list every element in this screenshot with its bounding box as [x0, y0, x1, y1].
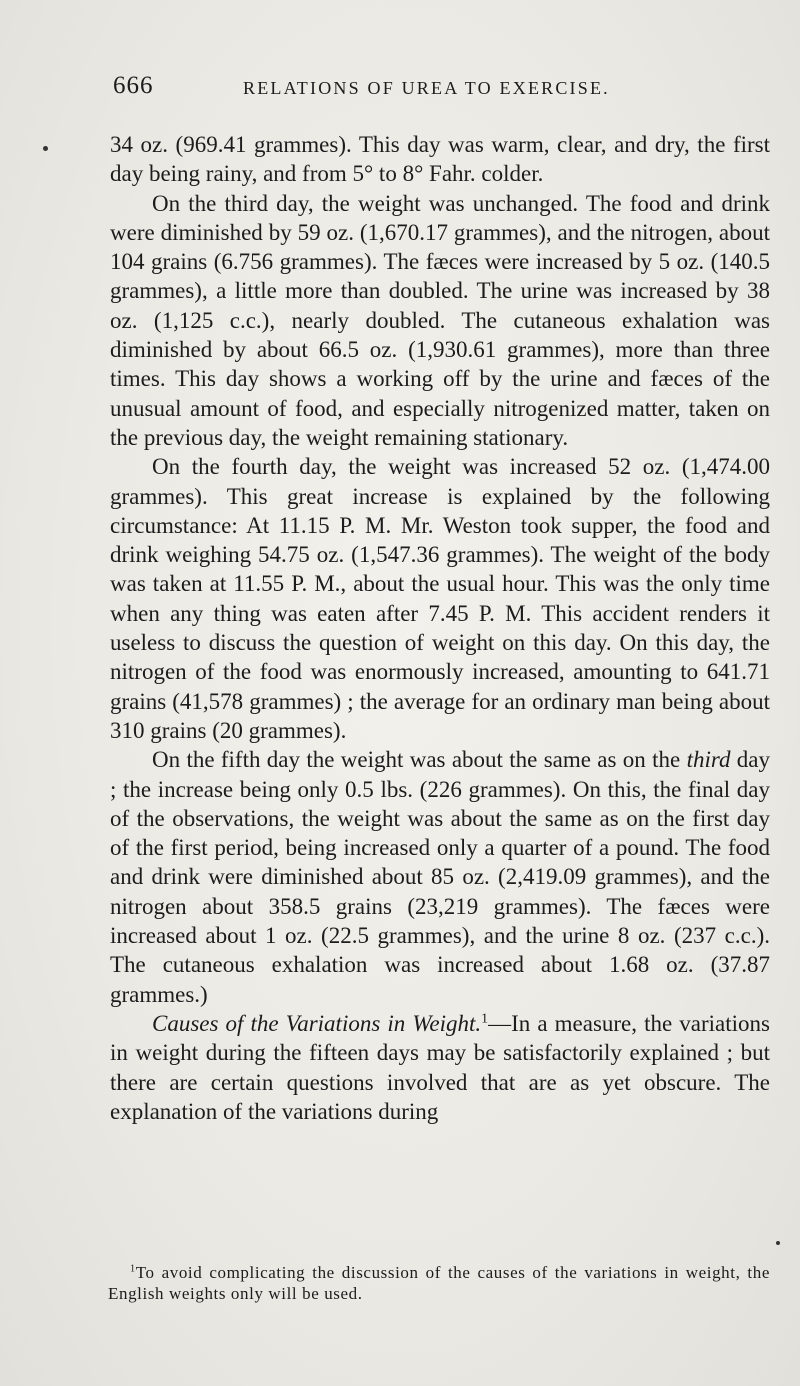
paragraph-causes — [110, 1009, 770, 1126]
paragraph-continued: 34 oz. (969.41 grammes). This day was warm, clear, and dry, the first day being rainy, and from 5° to 8° Fahr. colder. — [110, 132, 770, 187]
paragraph-third-day: On the third day, the weight was unchanged. The food and drink were diminished by 59 oz. (1,670.17 grammes), and the nitrogen, about 104 grains (6.756 grammes). The fæces were increased by 5 oz. (140.5 grammes), a little more than doubled. The urine was increased by 38 oz. (1,125 c.c.), nearly doubled. The cutaneous exhalation was diminished by about 66.5 oz. (1,930.61 grammes), more than three times. This day shows a working off by the urine and fæces of the unusual amount of food, and especially nitrogenized matter, taken on the previous day, the weight remaining stationary. — [110, 190, 770, 450]
paragraph-text: —In a measure, the variations in weight during the fifteen days may be satisfactorily explained ; but there are certain questions involved that are as yet obscure. The explanation of the variations during — [110, 1010, 770, 1124]
footnote-marker: 1 — [130, 1263, 136, 1275]
footnote — [108, 1262, 770, 1304]
margin-mark — [776, 1241, 780, 1245]
paragraph-text: On the fifth day the weight was about the same as on the — [152, 747, 687, 773]
page-header — [113, 72, 658, 112]
paragraph-fourth-day: On the fourth day, the weight was increased 52 oz. (1,474.00 grammes). This great increase is explained by the following circumstance: At 11.15 P. M. Mr. Weston took supper, the food and drink weighing 54.75 oz. (1,547.36 grammes). The weight of the body was taken at 11.55 P. M., about the usual hour. This was the only time when any thing was eaten after 7.45 P. M. This accident renders it useless to discuss the question of weight on this day. On this day, the nitrogen of the food was enormously increased, amounting to 641.71 grains (41,578 grammes) ; the average for an ordinary man being about 310 grains (20 grammes). — [110, 454, 770, 743]
body-text — [110, 130, 770, 1126]
footnote-text: To avoid complicating the discussion of the causes of the variations in weight, the English weights only will be used. — [108, 1263, 770, 1303]
paragraph-fifth-day — [110, 745, 770, 1009]
section-heading: Causes of the Variations in Weight. — [152, 1010, 482, 1036]
emphasis-text: third — [686, 747, 731, 773]
footnote-reference: 1 — [481, 1010, 489, 1026]
running-head: RELATIONS OF UREA TO EXERCISE. — [243, 78, 610, 98]
margin-mark — [43, 146, 48, 151]
paragraph-text: day ; the increase being only 0.5 lbs. (226 grammes). On this, the final day of the observations, the weight was about the same as on the first day of the first period, being increased only a quarter of a pound. The food and drink were diminished about 85 oz. (2,419.09 grammes), and the nitrogen about 358.5 grains (23,219 grammes). The fæces were increased about 1 oz. (22.5 grammes), and the urine 8 oz. (237 c.c.). The cutaneous exhalation was increased about 1.68 oz. (37.87 grammes.) — [110, 747, 770, 1007]
page-number: 666 — [113, 72, 154, 99]
